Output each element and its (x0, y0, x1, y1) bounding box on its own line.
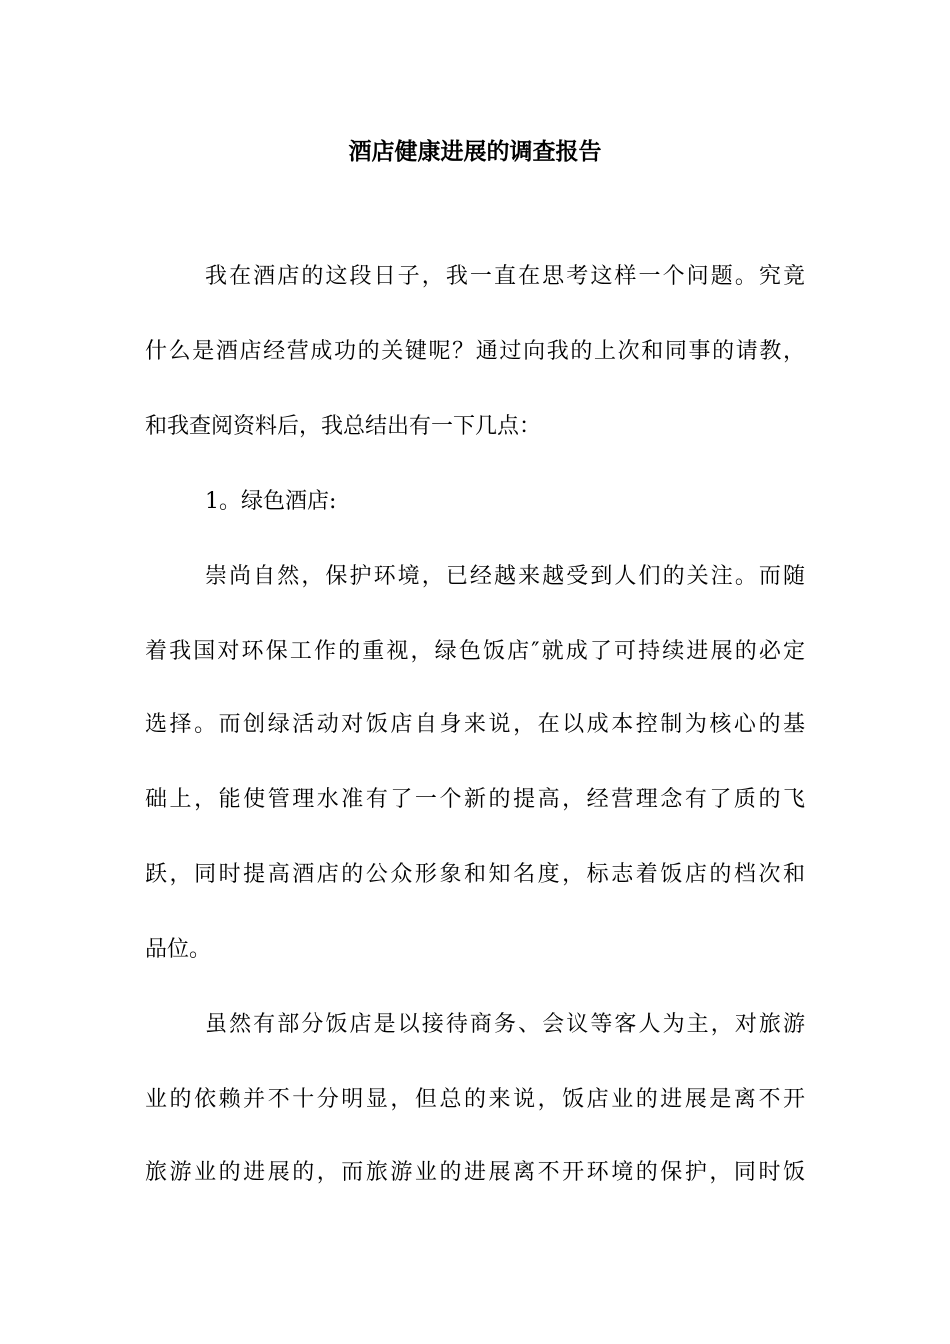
paragraph-line: 品位。 (145, 937, 212, 962)
paragraph-line: 和我查阅资料后，我总结出有一下几点： (145, 414, 542, 439)
paragraph-line: 我在酒店的这段日子，我一直在思考这样一个问题。究竟 (205, 264, 805, 289)
paragraph-line: 什么是酒店经营成功的关键呢？通过向我的上次和同事的请教， (145, 339, 805, 364)
paragraph-line: 旅游业的进展的，而旅游业的进展离不开环境的保护，同时饭 (145, 1160, 805, 1185)
section-heading: 1。绿色酒店: (205, 489, 337, 514)
paragraph-line: 础上，能使管理水准有了一个新的提高，经营理念有了质的飞 (145, 787, 805, 812)
paragraph-line: 虽然有部分饭店是以接待商务、会议等客人为主，对旅游 (205, 1012, 805, 1037)
paragraph-line: 选择。而创绿活动对饭店自身来说，在以成本控制为核心的基 (145, 712, 805, 737)
paragraph-line: 跃，同时提高酒店的公众形象和知名度，标志着饭店的档次和 (145, 862, 805, 887)
paragraph-line: 业的依赖并不十分明显，但总的来说，饭店业的进展是离不开 (145, 1087, 805, 1112)
paragraph-line: 着我国对环保工作的重视，绿色饭店″就成了可持续进展的必定 (145, 639, 805, 664)
document-title: 酒店健康进展的调查报告 (348, 138, 602, 165)
paragraph-line: 崇尚自然，保护环境，已经越来越受到人们的关注。而随 (205, 564, 805, 589)
